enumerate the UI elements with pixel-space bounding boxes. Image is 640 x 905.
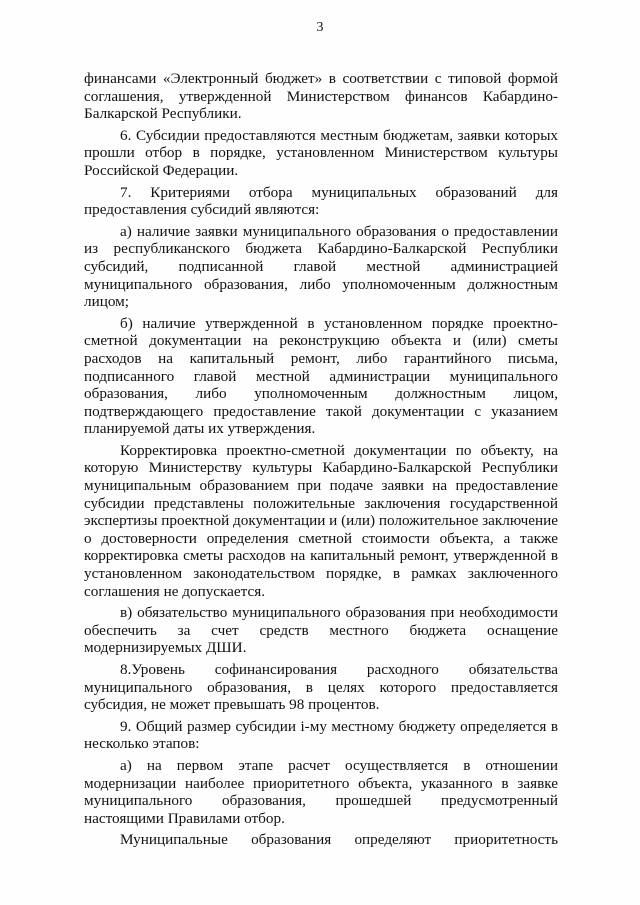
paragraph-clause-8: 8.Уровень софинансирования расходного обязательства муниципального образования, в целях которого предоставляется субсидия, не может превышать 98 процентов. — [84, 661, 558, 714]
paragraph-item-a: а) наличие заявки муниципального образования о предоставлении из республиканского бюджета Кабардино-Балкарской Республики субсидий, подписанной главой местной администрацией муниципального образования, либо уполномоченным должностным лицом; — [84, 222, 558, 311]
paragraph-clause-7: 7. Критериями отбора муниципальных образований для предоставления субсидий являются: — [84, 183, 558, 219]
paragraph-clause-9: 9. Общий размер субсидии i-му местному бюджету определяется в несколько этапов: — [84, 717, 558, 753]
paragraph-correction: Корректировка проектно-сметной документации по объекту, на которую Министерству культуры Кабардино-Балкарской Республики муниципальным образованием при подаче заявки на предоставление субсидии представлены положительные заключения государственной экспертизы проектной документации и (или) положительное заключение о достоверности определения сметной стоимости объекта, а также корректировка сметы расходов на капитальный ремонт, утвержденной в установленном законодательством порядке, в рамках заключенного соглашения не допускается. — [84, 441, 558, 600]
paragraph-item-b: б) наличие утвержденной в установленном порядке проектно-сметной документации на реконструкцию объекта и (или) сметы расходов на капитальный ремонт, либо гарантийного письма, подписанного главой местной администрации муниципального образования, либо уполномоченным должностным лицом, подтверждающего предоставление такой документации с указанием планируемой даты их утверждения. — [84, 314, 558, 438]
paragraph-stage-a: а) на первом этапе расчет осуществляется в отношении модернизации наиболее приоритетного объекта, указанного в заявке муниципального образования, прошедшей предусмотренный настоящими Правилами отбор. — [84, 756, 558, 827]
paragraph-budget-system: финансами «Электронный бюджет» в соответствии с типовой формой соглашения, утвержденной Министерством финансов Кабардино-Балкарской Республики. — [84, 70, 558, 123]
document-body — [84, 70, 558, 849]
paragraph-clause-6: 6. Субсидии предоставляются местным бюджетам, заявки которых прошли отбор в порядке, установленном Министерством культуры Российской Федерации. — [84, 126, 558, 179]
page-number: 3 — [316, 20, 324, 35]
paragraph-item-v: в) обязательство муниципального образования при необходимости обеспечить за счет средств местного бюджета оснащение модернизируемых ДШИ. — [84, 604, 558, 657]
paragraph-priority: Муниципальные образования определяют приоритетность — [120, 831, 558, 849]
